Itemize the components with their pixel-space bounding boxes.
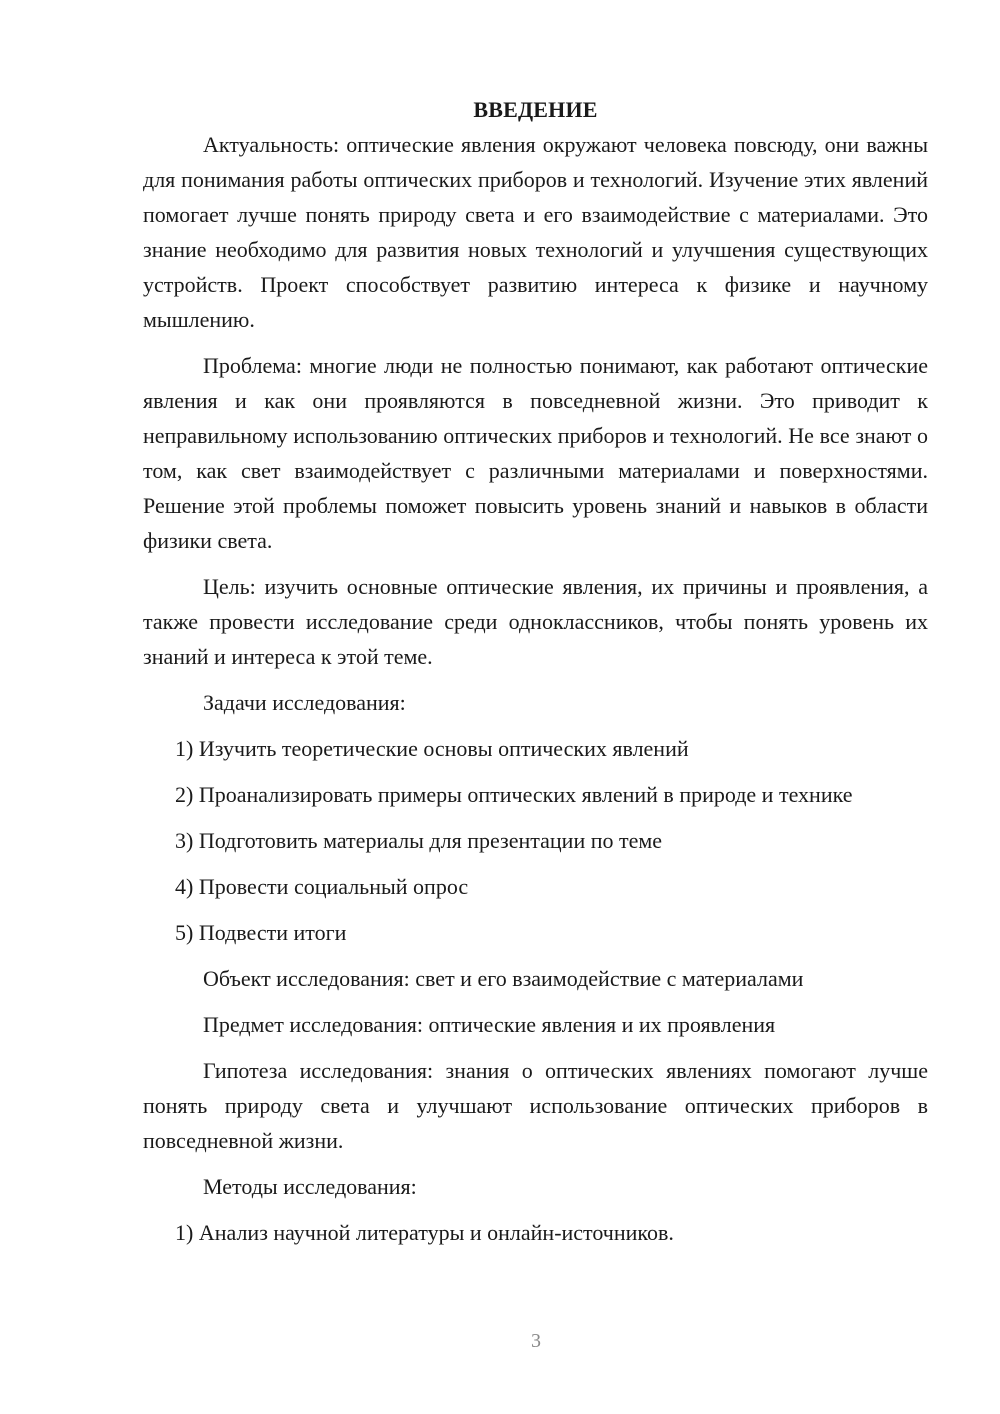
task-item-2: 2) Проанализировать примеры оптических явлений в природе и технике	[175, 782, 853, 807]
task-item-3: 3) Подготовить материалы для презентации по теме	[175, 828, 663, 853]
relevance-paragraph: Актуальность: оптические явления окружают человека повсюду, они важны для понимания работы оптических приборов и технологий. Изучение этих явлений помогает лучше понять природу света и его взаимодействие с материалами. Это знание необходимо для развития новых технологий и улучшения существующих устройств. Проект способствует развитию интереса к физике и научному мышлению.	[143, 132, 928, 332]
method-item-1: 1) Анализ научной литературы и онлайн-источников.	[175, 1220, 674, 1245]
task-item-4: 4) Провести социальный опрос	[175, 874, 469, 899]
page-title: ВВЕДЕНИЕ	[473, 97, 598, 122]
problem-paragraph: Проблема: многие люди не полностью понимают, как работают оптические явления и как они проявляются в повседневной жизни. Это приводит к неправильному использованию оптических приборов и технологий. Не все знают о том, как свет взаимодействует с различными материалами и поверхностями. Решение этой проблемы поможет повысить уровень знаний и навыков в области физики света.	[143, 353, 928, 553]
hypothesis-paragraph: Гипотеза исследования: знания о оптических явлениях помогают лучше понять природу света и улучшают использование оптических приборов в повседневной жизни.	[143, 1058, 928, 1153]
document-page	[143, 92, 928, 1261]
task-item-1: 1) Изучить теоретические основы оптических явлений	[175, 736, 689, 761]
research-object: Объект исследования: свет и его взаимодействие с материалами	[203, 966, 804, 991]
goal-paragraph: Цель: изучить основные оптические явления, их причины и проявления, а также провести исследование среди одноклассников, чтобы понять уровень их знаний и интереса к этой теме.	[143, 574, 928, 669]
page-number: 3	[531, 1330, 541, 1352]
research-subject: Предмет исследования: оптические явления и их проявления	[203, 1012, 776, 1037]
methods-heading: Методы исследования:	[203, 1174, 417, 1199]
tasks-heading: Задачи исследования:	[203, 690, 406, 715]
task-item-5: 5) Подвести итоги	[175, 920, 347, 945]
